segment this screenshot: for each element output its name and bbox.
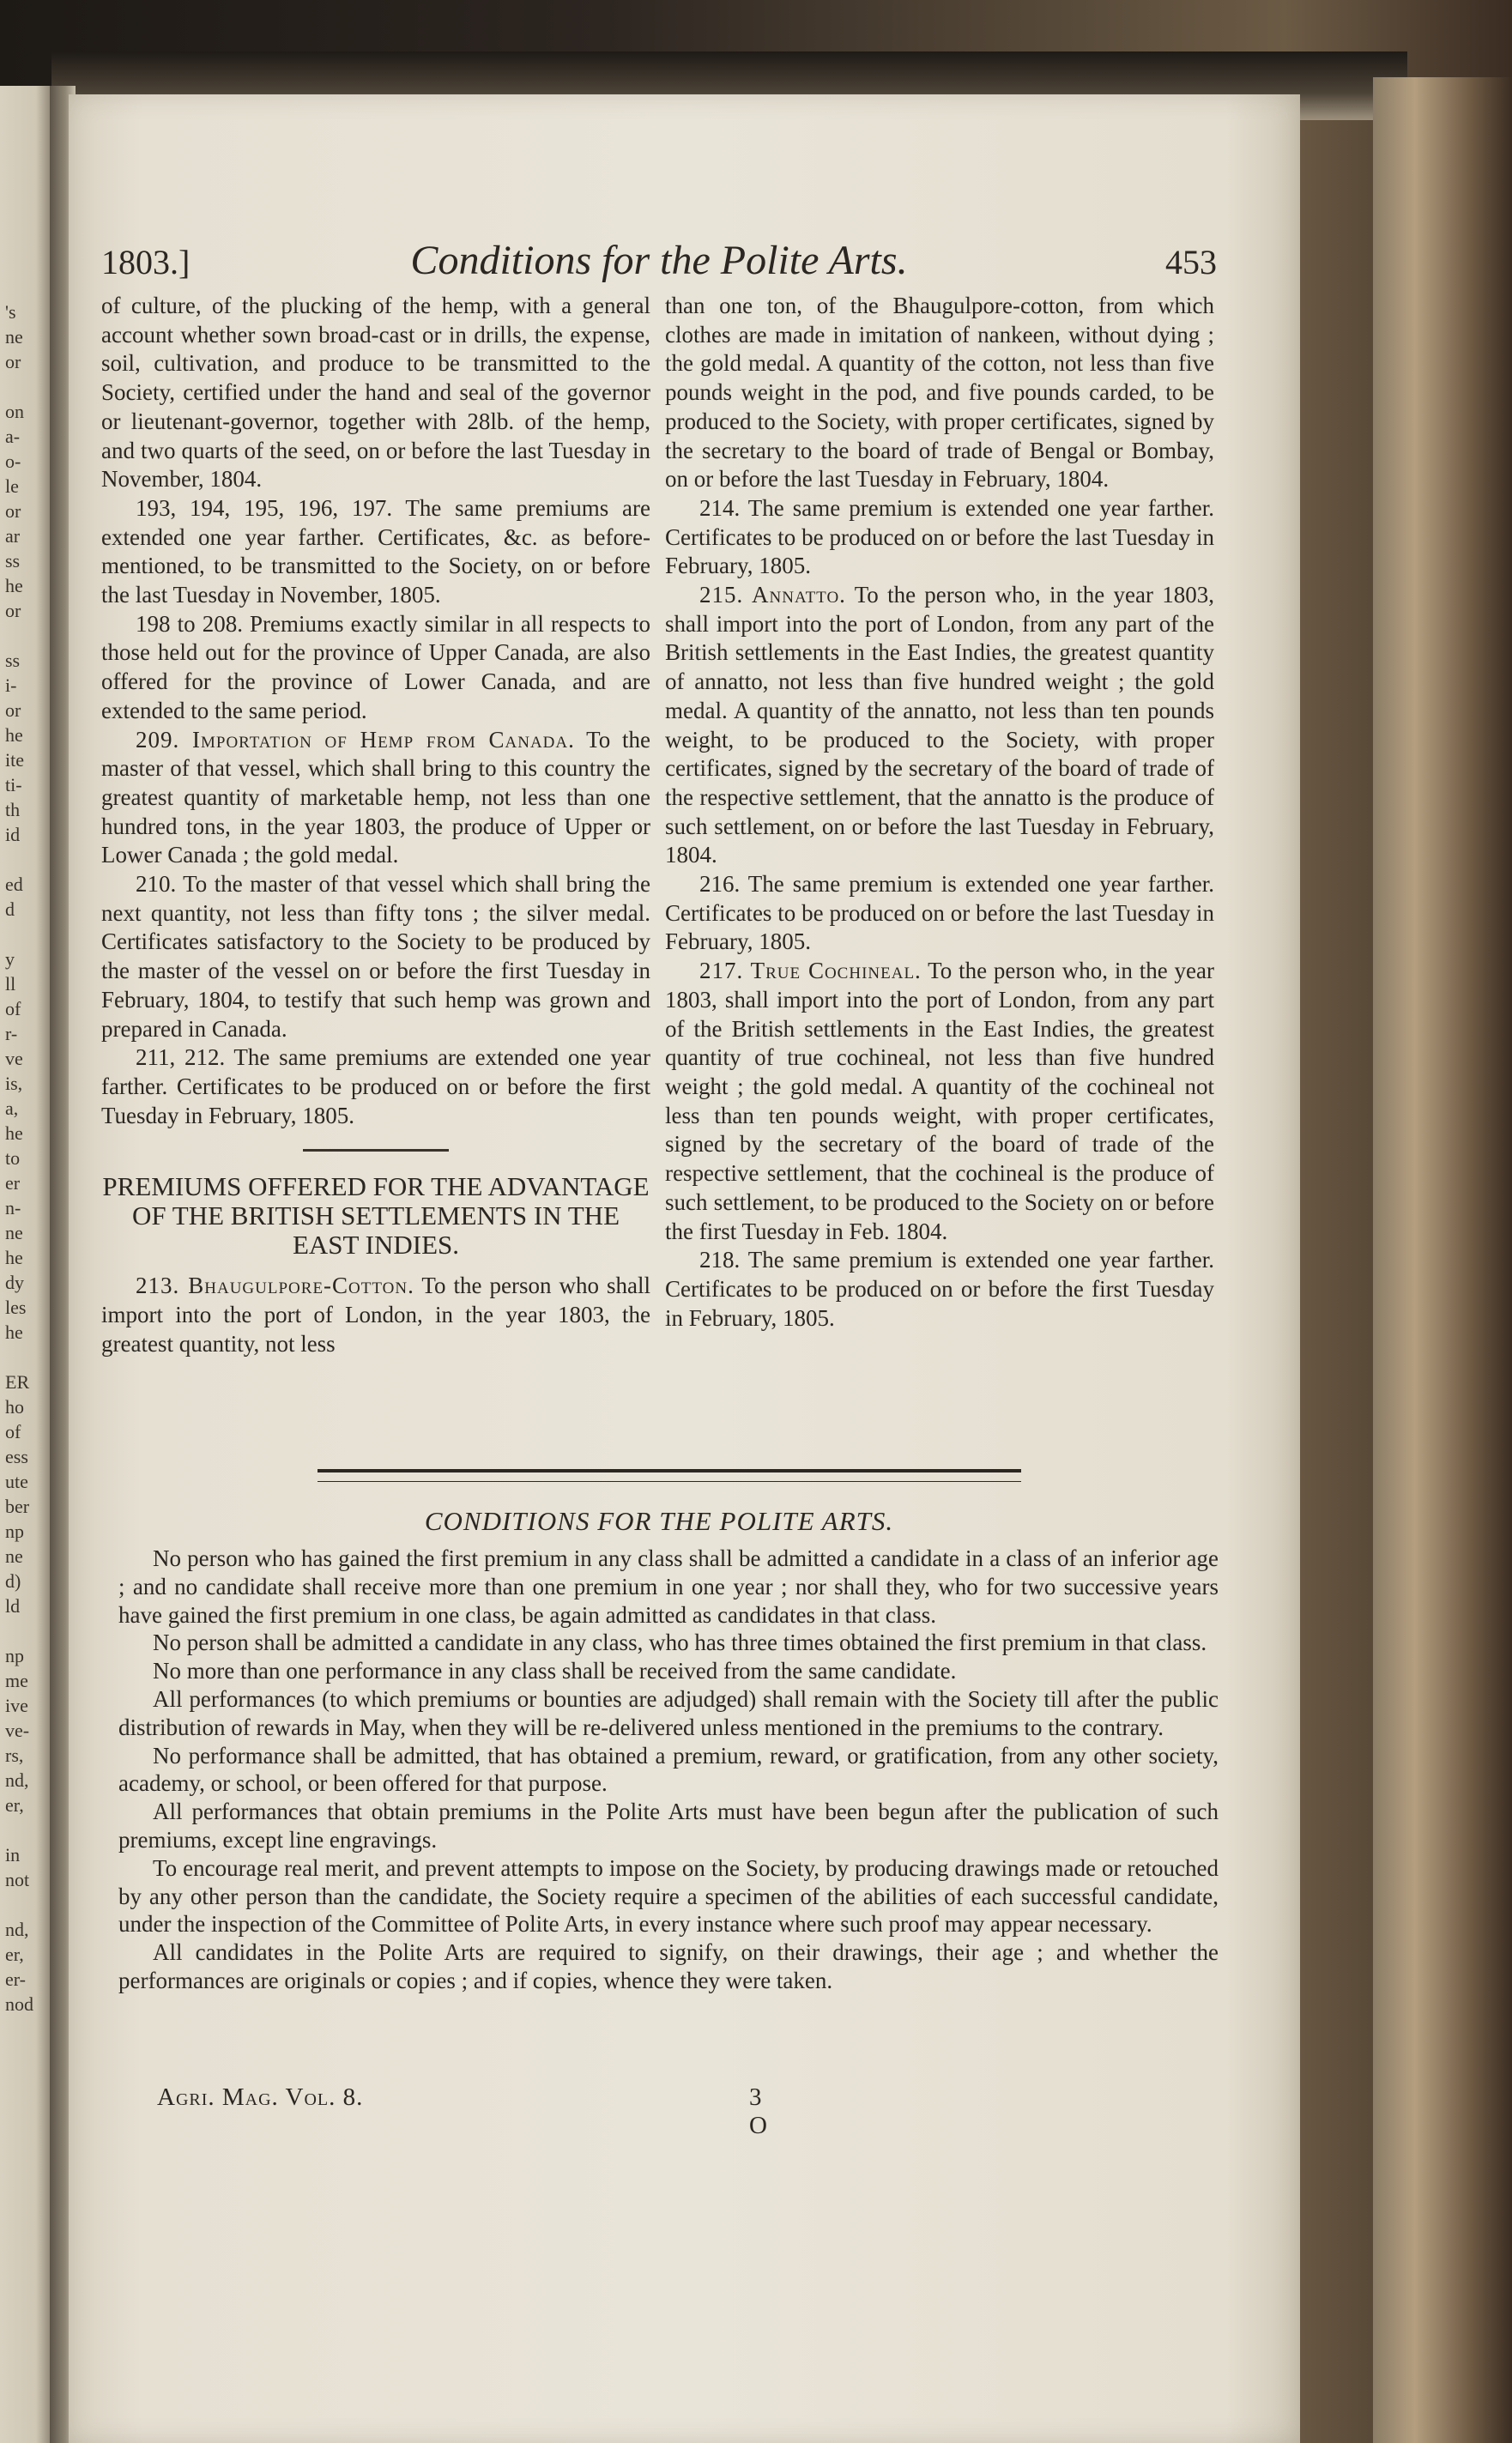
facing-page-fragment: er- xyxy=(5,1968,26,1990)
double-rule-divider xyxy=(318,1469,1021,1482)
facing-page-fragment: ss xyxy=(5,650,21,671)
premium-body: To the person who, in the year 1803, shall import into the port of London, from any part of the British settlements in the East Indies, the greatest quantity of annatto, not less than five hundred weight ; the gold medal. A quantity of the annatto, not less than ten pounds weight, to be produced to the Society, with proper certificates, signed by the secretary of the board of trade of the respective settlement, that the annatto is the produce of such settlement, on or before the last Tuesday in February, 1804. xyxy=(665,582,1215,868)
facing-page-fragment: nd, xyxy=(5,1919,29,1940)
facing-page-fragment: ite xyxy=(5,749,24,771)
facing-page-fragment xyxy=(5,1893,48,1918)
facing-page-fragment: ho xyxy=(5,1396,24,1418)
paragraph xyxy=(101,1272,650,1358)
book-cover-edge xyxy=(1373,77,1512,2443)
facing-page-fragment: d xyxy=(5,898,15,920)
premium-body: To the person who, in the year 1803, shall import into the port of London, from any part of the British settlements in the East Indies, the greatest quantity of true cochineal, not less than five hundred weight ; the gold medal. A quantity of the cochineal not less than ten pounds weight, with proper certificates, signed by the secretary of the board of trade of the respective settlement, that the cochineal is the produce of such settlement, to be produced to the Society on or before the first Tuesday in Feb. 1804. xyxy=(665,958,1214,1244)
premium-body: To the master of that vessel, which shall bring to this country the greatest quantity of marketable hemp, not less than one hundred tons, in the year 1803, the produce of Upper or Lower Canada ; the gold medal. xyxy=(101,726,651,868)
paragraph: 216. The same premium is extended one year farther. Certificates to be produced on or before the last Tuesday in February, 1805. xyxy=(665,871,1214,955)
facing-page-fragment: he xyxy=(5,1247,23,1268)
facing-page-fragment: th xyxy=(5,799,21,820)
facing-page-fragment xyxy=(5,1345,48,1370)
facing-page-fragment: dy xyxy=(5,1272,24,1293)
facing-page-fragment: er, xyxy=(5,1794,24,1816)
facing-page-fragment: ive xyxy=(5,1695,28,1716)
condition-paragraph: To encourage real merit, and prevent attempts to impose on the Society, by producing drawings made or retouched by any other person than the candidate, the Society require a specimen of the abilities of each successful candidate, under the inspection of the Committee of Polite Arts, in every instance where such proof may appear necessary. xyxy=(118,1854,1219,1938)
facing-page-fragment: er, xyxy=(5,1944,24,1965)
facing-page-fragment: er xyxy=(5,1172,21,1194)
facing-page-fragment: rs, xyxy=(5,1745,24,1766)
facing-page-fragment: he xyxy=(5,1122,23,1144)
paragraph: 211, 212. The same premiums are extended one year farther. Certificates to be produced on or before the first Tuesday in February, 1805. xyxy=(101,1044,650,1128)
paragraph xyxy=(665,957,1214,1246)
page-footer xyxy=(157,2083,767,2139)
facing-page-fragment: ute xyxy=(5,1471,28,1492)
facing-page-fragment xyxy=(5,1818,48,1843)
right-column xyxy=(665,292,1214,1333)
facing-page xyxy=(0,86,51,2443)
facing-page-fragment: id xyxy=(5,824,21,845)
facing-page-fragment: a- xyxy=(5,426,21,447)
facing-page-fragment: or xyxy=(5,699,21,721)
facing-page-fragment: of xyxy=(5,998,21,1019)
facing-page-fragment: ve- xyxy=(5,1720,30,1741)
facing-page-fragment xyxy=(5,375,48,400)
facing-page-text xyxy=(5,300,48,2017)
facing-page-fragment: o- xyxy=(5,451,21,472)
facing-page-fragment: np xyxy=(5,1645,24,1666)
condition-paragraph: All performances that obtain premiums in the Polite Arts must have been begun after the publication of such premiums, except line engravings. xyxy=(118,1799,1219,1853)
paragraph xyxy=(101,726,650,871)
facing-page-fragment xyxy=(5,848,48,873)
paragraph: 214. The same premium is extended one year farther. Certificates to be produced on or before the last Tuesday in February, 1805. xyxy=(665,494,1214,579)
facing-page-fragment: ti- xyxy=(5,774,22,795)
facing-page-fragment: le xyxy=(5,475,19,497)
paragraph: 193, 194, 195, 196, 197. The same premiums are extended one year farther. Certificates, &c. as before-mentioned, to be transmitted to the Society, on or before the last Tuesday in November, 1805. xyxy=(101,494,650,608)
footer-signature: Agri. Mag. Vol. 8. xyxy=(157,2083,364,2111)
running-header xyxy=(101,238,1217,293)
facing-page-fragment: n- xyxy=(5,1197,21,1218)
facing-page-fragment: y xyxy=(5,948,15,970)
facing-page-fragment: to xyxy=(5,1147,21,1169)
facing-page-fragment: of xyxy=(5,1421,21,1442)
facing-page-fragment: les xyxy=(5,1297,27,1318)
facing-page-fragment: or xyxy=(5,600,21,621)
facing-page-fragment: he xyxy=(5,724,23,746)
facing-page-fragment: ss xyxy=(5,550,21,571)
footer-signature-mark: 3 O xyxy=(749,2083,767,2139)
premium-body: To the person who shall import into the port of London, in the year 1803, the greatest quantity, not less xyxy=(101,1273,650,1357)
facing-page-fragment: me xyxy=(5,1670,28,1691)
paragraph: of culture, of the plucking of the hemp, with a general account whether sown broad-cast or in drills, the expense, soil, cultivation, and produce to be transmitted to the Society, certified under the hand and seal of the governor or lieutenant-governor, together with 28lb. of the hemp, and two quarts of the seed, on or before the last Tuesday in November, 1804. xyxy=(101,293,650,493)
facing-page-fragment: or xyxy=(5,351,21,372)
facing-page-fragment xyxy=(5,624,48,649)
facing-page-fragment: nod xyxy=(5,1993,33,2015)
facing-page-fragment: d) xyxy=(5,1570,21,1592)
condition-paragraph: All performances (to which premiums or bounties are adjudged) shall remain with the Society till after the public distribution of rewards in May, when they will be re-delivered unless mentioned in the premiums to the contrary. xyxy=(118,1685,1219,1740)
conditions-text xyxy=(118,1545,1219,1995)
header-title: Conditions for the Polite Arts. xyxy=(410,238,908,283)
facing-page-fragment: in xyxy=(5,1844,21,1866)
header-year: 1803.] xyxy=(101,243,191,281)
facing-page-fragment: ed xyxy=(5,874,23,895)
facing-page-fragment: r- xyxy=(5,1023,18,1044)
section-heading: PREMIUMS OFFERED FOR THE ADVANTAGE OF THE BRITISH SETTLEMENTS IN THE EAST INDIES. xyxy=(102,1171,650,1261)
header-page-number: 453 xyxy=(1165,243,1217,281)
paragraph: 218. The same premium is extended one year farther. Certificates to be produced on or before the first Tuesday in February, 1805. xyxy=(665,1247,1214,1331)
left-column xyxy=(101,292,650,1359)
facing-page-fragment: ER xyxy=(5,1371,30,1393)
facing-page-fragment xyxy=(5,1619,48,1644)
condition-paragraph: No performance shall be admitted, that has obtained a premium, reward, or gratification, from any other society, academy, or school, or been offered for that purpose. xyxy=(118,1742,1219,1797)
paragraph: 198 to 208. Premiums exactly similar in all respects to those held out for the province of Upper Canada, are also offered for the province of Lower Canada, and are extended to the same period. xyxy=(101,610,650,723)
premium-heading: 215. Annatto. xyxy=(699,582,846,608)
section-divider xyxy=(303,1149,449,1152)
facing-page-fragment: ar xyxy=(5,525,21,547)
conditions-title: CONDITIONS FOR THE POLITE ARTS. xyxy=(424,1506,894,1536)
facing-page-fragment: ne xyxy=(5,1222,23,1243)
condition-paragraph: No person who has gained the first premium in any class shall be admitted a candidate in a class of an inferior age ; and no candidate shall receive more than one premium in one year ; nor shall they, who for two successive years have gained the first premium in one class, be again admitted as candidates in that class. xyxy=(118,1545,1219,1628)
facing-page-fragment: ve xyxy=(5,1048,23,1069)
facing-page-fragment: a, xyxy=(5,1098,19,1119)
facing-page-fragment: ess xyxy=(5,1446,28,1467)
facing-page-fragment: i- xyxy=(5,674,17,696)
facing-page-fragment: ne xyxy=(5,1545,23,1567)
condition-paragraph: All candidates in the Polite Arts are required to signify, on their drawings, their age ; and whether the performances are originals or copies ; and if copies, whence they were taken. xyxy=(118,1939,1219,1993)
facing-page-fragment: or xyxy=(5,500,21,522)
facing-page-fragment: not xyxy=(5,1869,30,1890)
facing-page-fragment: ne xyxy=(5,326,23,348)
facing-page-fragment: nd, xyxy=(5,1769,29,1791)
paragraph: 210. To the master of that vessel which shall bring the next quantity, not less than fifty tons ; the silver medal. Certificates satisfactory to the Society to be produced by the master of the vessel on or before the first Tuesday in February, 1804, to testify that such hemp was grown and prepared in Canada. xyxy=(101,871,650,1042)
facing-page-fragment: np xyxy=(5,1521,24,1542)
premium-heading: 213. Bhaugulpore-Cotton. xyxy=(136,1273,414,1299)
facing-page-fragment: 's xyxy=(5,301,16,323)
facing-page-fragment: is, xyxy=(5,1073,23,1094)
facing-page-fragment xyxy=(5,922,48,947)
condition-paragraph: No more than one performance in any class shall be received from the same candidate. xyxy=(153,1658,957,1684)
facing-page-fragment: ber xyxy=(5,1496,30,1517)
facing-page-fragment: he xyxy=(5,1321,23,1343)
facing-page-fragment: on xyxy=(5,401,24,422)
paragraph xyxy=(665,581,1214,870)
facing-page-fragment: ld xyxy=(5,1595,21,1617)
facing-page-fragment: ll xyxy=(5,973,16,995)
premium-heading: 209. Importation of Hemp from Canada. xyxy=(136,726,575,753)
facing-page-fragment: he xyxy=(5,575,23,596)
condition-paragraph: No person shall be admitted a candidate in any class, who has three times obtained the first premium in that class. xyxy=(153,1630,1207,1656)
premium-heading: 217. True Cochineal. xyxy=(699,958,922,984)
paragraph: than one ton, of the Bhaugulpore-cotton, from which clothes are made in imitation of nankeen, without dying ; the gold medal. A quantity of the cotton, not less than five pounds weight in the pod, and five pounds carded, to be produced to the Society, with proper certificates, signed by the secretary to the board of trade of Bengal or Bombay, on or before the last Tuesday in February, 1804. xyxy=(665,293,1214,493)
